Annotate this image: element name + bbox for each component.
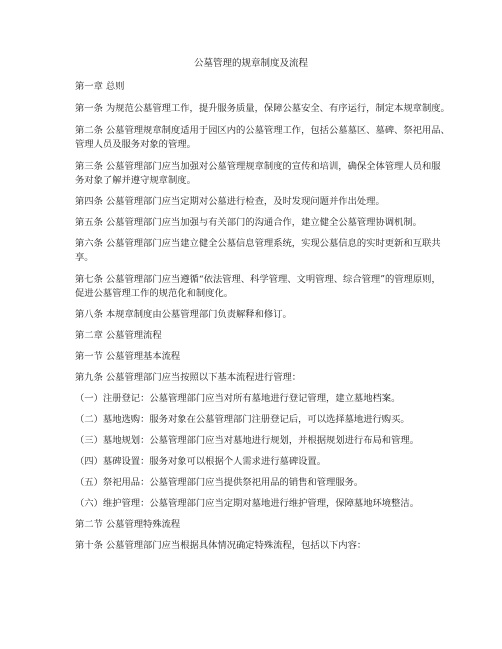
paragraph-line: 第八条 本规章制度由公墓管理部门负责解释和修订。	[75, 309, 292, 320]
paragraph-line: 第四条 公墓管理部门应当定期对公墓进行检查，及时发现问题并作出处理。	[75, 196, 385, 207]
list-item: （四）墓碑设置：服务对象可以根据个人需求进行墓碑设置。	[75, 456, 327, 467]
paragraph-line: 第六条 公墓管理部门应当建立健全公墓信息管理系统，实现公墓信息的实时更新和互联共	[75, 238, 441, 249]
paragraph-line: 第五条 公墓管理部门应当加强与有关部门的沟通合作，建立健全公墓管理协调机制。	[75, 217, 422, 228]
paragraph-line: 第一条 为规范公墓管理工作，提升服务质量，保障公墓安全、有序运行，制定本规章制度。	[75, 103, 450, 114]
paragraph-line: 第七条 公墓管理部门应当遵循“依法管理、科学管理、文明管理、综合管理”的管理原则，	[75, 274, 441, 285]
paragraph-line: 促进公墓管理工作的规范化和制度化。	[75, 288, 234, 299]
list-item: （二）墓地选购：服务对象在公墓管理部门注册登记后，可以选择墓地进行购买。	[75, 414, 410, 425]
list-item: （一）注册登记：公墓管理部门应当对所有墓地进行登记管理，建立墓地档案。	[75, 393, 401, 404]
section-heading: 第一节 公墓管理基本流程	[75, 351, 181, 362]
paragraph-line: 第九条 公墓管理部门应当按照以下基本流程进行管理：	[75, 372, 302, 383]
paragraph-line: 第三条 公墓管理部门应当加强对公墓管理规章制度的宣传和培训，确保全体管理人员和服	[75, 161, 441, 172]
chapter-heading: 第二章 公墓管理流程	[75, 330, 162, 341]
list-item: （六）维护管理：公墓管理部门应当定期对墓地进行维护管理，保障墓地环境整洁。	[75, 498, 419, 509]
list-item: （三）墓地规划：公墓管理部门应当对墓地进行规划，并根据规划进行布局和管理。	[75, 435, 419, 446]
chapter-heading: 第一章 总则	[75, 81, 125, 92]
paragraph-line: 务对象了解并遵守规章制度。	[75, 175, 196, 186]
paragraph-line: 管理人员及服务对象的管理。	[75, 139, 196, 150]
list-item: （五）祭祀用品：公墓管理部门应当提供祭祀用品的销售和管理服务。	[75, 477, 364, 488]
section-heading: 第二节 公墓管理特殊流程	[75, 519, 181, 530]
paragraph-line: 第十条 公墓管理部门应当根据具体情况确定特殊流程，包括以下内容：	[75, 540, 367, 551]
paragraph-line: 第二条 公墓管理规章制度适用于园区内的公墓管理工作，包括公墓墓区、墓碑、祭祀用品、	[75, 125, 450, 136]
document-title: 公墓管理的规章制度及流程	[193, 58, 308, 69]
paragraph-line: 享。	[75, 252, 94, 263]
